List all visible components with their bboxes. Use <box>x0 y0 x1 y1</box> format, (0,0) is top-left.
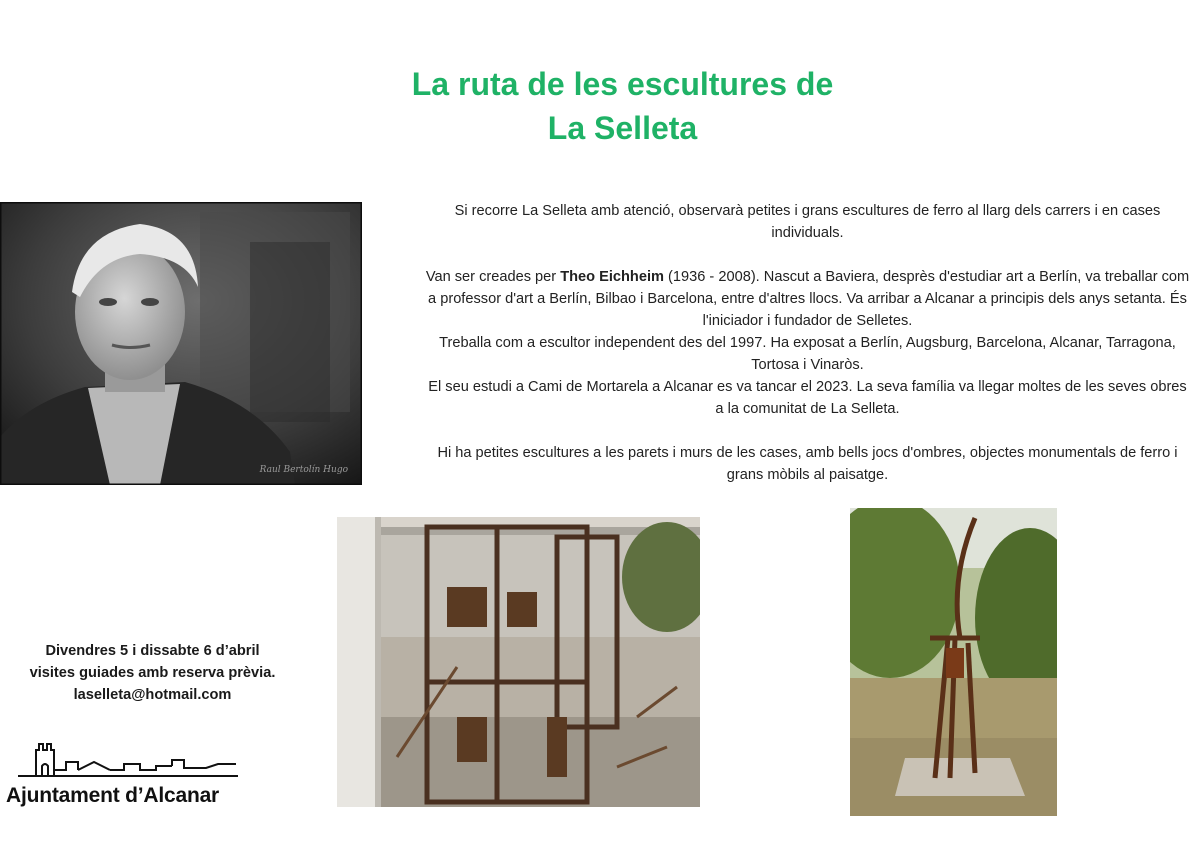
photo-credit: Raul Bertolín Hugo <box>259 465 348 475</box>
sculpture-photo-courtyard <box>337 517 700 807</box>
visit-booking: visites guiades amb reserva prèvia. <box>29 665 276 681</box>
sculpture-image-2 <box>850 508 1057 816</box>
paragraph-intro: Si recorre La Selleta amb atenció, observarà petites i grans escultures de ferro al llarg dels carrers i en cases individuals. <box>454 203 1161 241</box>
portrait-photo <box>0 202 362 485</box>
visit-dates: Divendres 5 i dissabte 6 d’abril <box>45 643 260 659</box>
paragraph-career: Treballa com a escultor independent des del 1997. Ha exposat a Berlín, Augsburg, Barcelona, Alcanar, Tarragona, Tortosa i Vinaròs. <box>439 335 1176 373</box>
contact-email[interactable]: laselleta@hotmail.com <box>73 687 232 703</box>
paragraph-biography <box>425 266 1190 332</box>
description-text <box>425 200 1190 486</box>
sculpture-photo-garden <box>850 508 1057 816</box>
title-line-1: La ruta de les escultures de <box>411 66 834 102</box>
town-skyline-icon <box>6 740 246 784</box>
portrait-image <box>0 202 362 485</box>
paragraph-studio: El seu estudi a Cami de Mortarela a Alcanar es va tancar el 2023. La seva família va llegar moltes de les seves obres a la comunitat de La Selleta. <box>428 379 1187 417</box>
visit-info <box>0 640 305 706</box>
sculpture-image-1 <box>337 517 700 807</box>
paragraph-sculptures: Hi ha petites escultures a les parets i murs de les cases, amb bells jocs d'ombres, objectes monumentals de ferro i grans mòbils al paisatge. <box>437 445 1178 483</box>
bio-prefix: Van ser creades per <box>425 269 561 285</box>
bio-suffix: (1936 - 2008). Nascut a Baviera, desprès d'estudiar art a Berlín, va treballar com a professor d'art a Berlín, Bilbao i Barcelona, entre d'altres llocs. Va arribar a Alcanar a principis dels anys setanta. És l'iniciador i fundador de Selletes. <box>428 269 1190 329</box>
artist-name: Theo Eichheim <box>560 269 664 285</box>
page-title <box>300 62 945 150</box>
title-line-2: La Selleta <box>547 110 698 146</box>
ajuntament-logo <box>6 740 246 810</box>
logo-text: Ajuntament d’Alcanar <box>6 784 220 807</box>
